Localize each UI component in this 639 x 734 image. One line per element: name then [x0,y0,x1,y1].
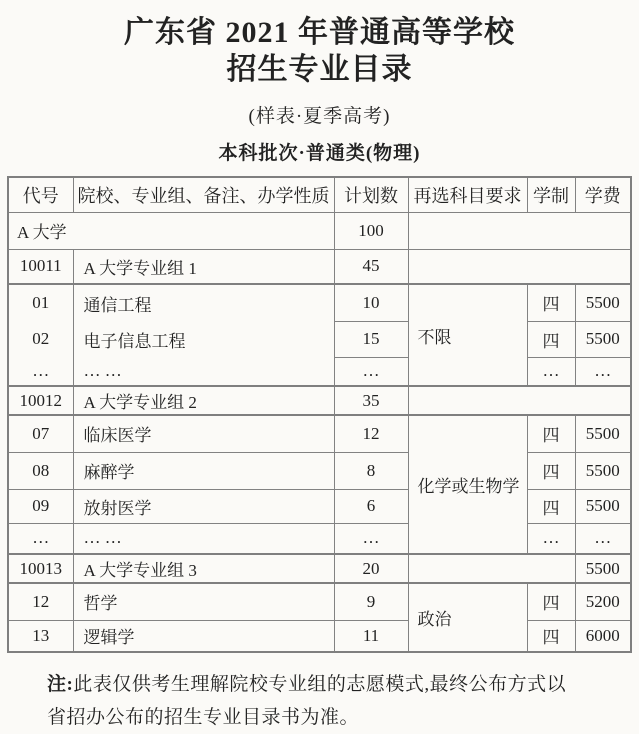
title-line-1: 广东省 2021 年普通高等学校 [124,16,515,49]
cell-major-plan: 10 [334,284,408,321]
subtitle: (样表·夏季高考) [248,106,391,127]
title-line-2: 招生专业目录 [226,53,413,86]
cell-major-name: 逻辑学 [73,620,334,652]
major-row [8,452,631,489]
cell-major-years: … [527,357,575,386]
cell-university-plan: 100 [334,212,408,249]
cell-subject-requirement: 政治 [408,583,527,652]
footnote-prefix: 注: [47,674,74,695]
cell-major-plan: 9 [334,583,408,620]
cell-subject-requirement: 不限 [408,284,527,386]
cell-major-plan: 8 [334,452,408,489]
cell-group-code: 10012 [8,386,73,415]
cell-major-plan: 6 [334,489,408,523]
cell-major-name: 通信工程 [73,284,334,321]
major-row [8,321,631,357]
cell-major-years: … [527,523,575,554]
major-row [8,415,631,452]
major-row [8,489,631,523]
cell-group-plan: 45 [334,249,408,284]
major-row [8,284,631,321]
cell-major-code: 09 [8,489,73,523]
cell-major-fee: 5500 [575,284,631,321]
cell-major-fee: 5500 [575,489,631,523]
cell-major-name: 放射医学 [73,489,334,523]
footnote-text-1: 此表仅供考生理解院校专业组的志愿模式,最终公布方式以 [73,674,567,695]
cell-major-years: 四 [527,489,575,523]
group-row [8,386,631,415]
cell-major-years: 四 [527,452,575,489]
cell-major-name: 麻醉学 [73,452,334,489]
cell-major-code: 08 [8,452,73,489]
header-fee: 学费 [575,177,631,212]
header-code: 代号 [8,177,73,212]
cell-group-code: 10013 [8,554,73,583]
cell-major-years: 四 [527,620,575,652]
cell-group-plan: 35 [334,386,408,415]
cell-major-fee: 5500 [575,452,631,489]
cell-major-fee: … [575,523,631,554]
header-plan: 计划数 [334,177,408,212]
cell-major-fee: 6000 [575,620,631,652]
university-row [8,212,631,249]
cell-empty [408,386,631,415]
cell-empty [408,249,631,284]
cell-major-name: 临床医学 [73,415,334,452]
cell-major-years: 四 [527,415,575,452]
cell-major-years: 四 [527,321,575,357]
cell-major-fee: 5500 [575,415,631,452]
group-row [8,249,631,284]
cell-major-name: 电子信息工程 [73,321,334,357]
footnote-line-1 [47,668,609,701]
cell-major-plan: 15 [334,321,408,357]
cell-group-fee: 5500 [575,554,631,583]
cell-group-name: A 大学专业组 1 [73,249,334,284]
cell-major-years: 四 [527,583,575,620]
cell-major-fee: 5500 [575,321,631,357]
major-row [8,620,631,652]
cell-major-code: 01 [8,284,73,321]
cell-empty [408,554,575,583]
cell-major-code: 07 [8,415,73,452]
page-title [0,0,639,88]
cell-group-name: A 大学专业组 2 [73,386,334,415]
cell-major-code: … [8,357,73,386]
cell-major-name: … … [73,357,334,386]
cell-empty [408,212,631,249]
cell-major-plan: … [334,523,408,554]
cell-major-code: … [8,523,73,554]
cell-group-name: A 大学专业组 3 [73,554,334,583]
cell-major-fee: 5200 [575,583,631,620]
cell-major-plan: 11 [334,620,408,652]
group-row [8,554,631,583]
major-row-ellipsis [8,523,631,554]
cell-group-code: 10011 [8,249,73,284]
cell-major-name: 哲学 [73,583,334,620]
enrollment-table [7,176,632,653]
cell-university-name: A 大学 [8,212,334,249]
major-row-ellipsis [8,357,631,386]
batch-label: 本科批次·普通类(物理) [218,143,421,164]
cell-subject-requirement: 化学或生物学 [408,415,527,554]
header-institution: 院校、专业组、备注、办学性质 [73,177,334,212]
cell-major-code: 12 [8,583,73,620]
footnote [0,668,639,734]
major-row [8,583,631,620]
cell-group-plan: 20 [334,554,408,583]
cell-major-fee: … [575,357,631,386]
cell-major-code: 13 [8,620,73,652]
cell-major-name: … … [73,523,334,554]
header-years: 学制 [527,177,575,212]
cell-major-code: 02 [8,321,73,357]
table-header-row [8,177,631,212]
header-subject-requirement: 再选科目要求 [408,177,527,212]
cell-major-plan: 12 [334,415,408,452]
cell-major-plan: … [334,357,408,386]
cell-major-years: 四 [527,284,575,321]
footnote-line-2: 省招办公布的招生专业目录书为准。 [47,707,360,728]
